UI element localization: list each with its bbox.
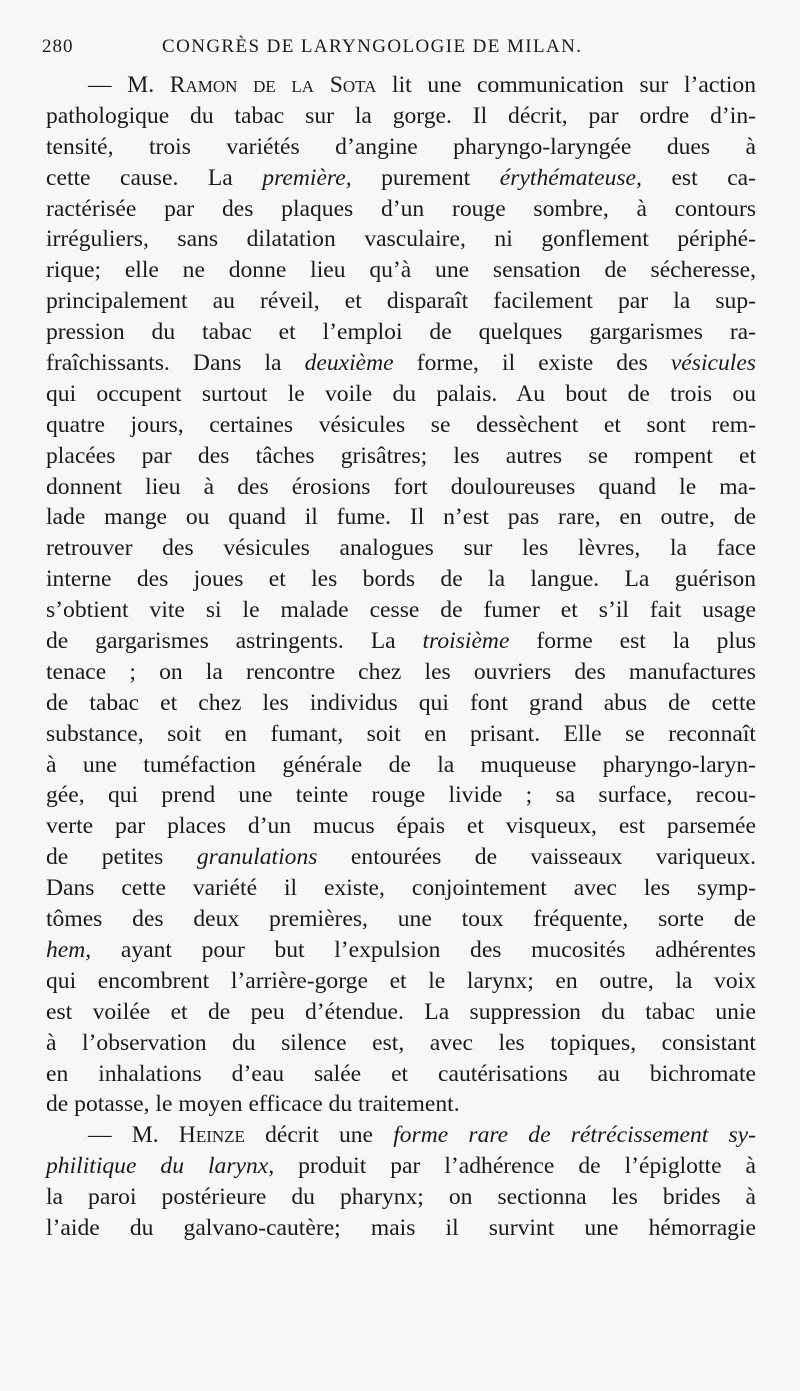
- paragraph: [46, 1120, 756, 1244]
- text-run: de gargarismes astringents. La: [46, 628, 423, 655]
- italic-text: deuxième: [304, 350, 394, 377]
- text-line: [46, 194, 756, 225]
- author-name: Heinze: [178, 1122, 245, 1149]
- text-line: [46, 348, 756, 379]
- text-run: lit une communication sur l’action: [376, 72, 757, 98]
- text-run: lade mange ou quand il fume. Il n’est pas rare, en outre, de: [46, 504, 756, 531]
- text-run: gée, qui prend une teinte rouge livide ; sa surface, recou-: [46, 782, 756, 809]
- body-text: [46, 70, 756, 1244]
- text-run: pression du tabac et l’emploi de quelques gargarismes ra-: [46, 319, 756, 346]
- text-run: qui occupent surtout le voile du palais. Au bout de trois ou: [46, 380, 756, 407]
- text-line: [46, 719, 756, 750]
- text-line: [46, 1151, 756, 1182]
- text-run: ayant pour but l’expulsion des mucosités adhérentes: [91, 936, 756, 963]
- italic-text: granulations: [196, 844, 318, 871]
- italic-text: vésicules: [670, 350, 756, 377]
- running-title: CONGRÈS DE LARYNGOLOGIE DE MILAN.: [162, 36, 583, 57]
- text-run: à l’observation du silence est, avec les topiques, consistant: [46, 1029, 756, 1056]
- italic-text: forme rare de rétrécissement sy-: [393, 1122, 756, 1149]
- text-run: — M.: [88, 1122, 179, 1149]
- text-line: [46, 688, 756, 719]
- text-run: quatre jours, certaines vésicules se dessèchent et sont rem-: [46, 411, 756, 438]
- text-line: [46, 626, 756, 657]
- text-run: fraîchissants. Dans la: [46, 350, 305, 377]
- text-run: tômes des deux premières, une toux fréquente, sorte de: [46, 906, 756, 933]
- text-run: forme, il existe des: [393, 350, 671, 377]
- text-run: à une tuméfaction générale de la muqueuse pharyngo-laryn-: [46, 751, 756, 778]
- text-run: cette cause. La: [46, 164, 263, 191]
- text-run: est ca-: [641, 164, 756, 191]
- italic-text: première,: [262, 164, 352, 191]
- author-name: Ramon de la Sota: [169, 72, 377, 98]
- text-line: [46, 255, 756, 286]
- text-line: [46, 502, 756, 533]
- text-line: [46, 657, 756, 688]
- text-run: produit par l’adhérence de l’épiglotte à: [274, 1153, 757, 1180]
- text-run: l’aide du galvano-cautère; mais il survint une hémorragie: [46, 1214, 756, 1241]
- text-line: [46, 1059, 756, 1090]
- text-run: donnent lieu à des érosions fort douloureuses quand le ma-: [46, 473, 756, 500]
- text-line: [46, 132, 756, 163]
- text-line: [46, 472, 756, 503]
- page-number: 280: [42, 36, 74, 57]
- text-line: [46, 1089, 756, 1120]
- text-run: retrouver des vésicules analogues sur les lèvres, la face: [46, 535, 756, 562]
- text-line: [46, 997, 756, 1028]
- text-run: principalement au réveil, et disparaît facilement par la sup-: [46, 288, 756, 315]
- text-line: [46, 410, 756, 441]
- text-line: [46, 564, 756, 595]
- text-line: [46, 70, 756, 101]
- italic-text: troisième: [422, 628, 510, 655]
- text-line: [46, 811, 756, 842]
- text-run: — M.: [88, 72, 170, 98]
- italic-text: hem,: [46, 936, 92, 963]
- text-run: substance, soit en fumant, soit en prisant. Elle se reconnaît: [46, 720, 756, 747]
- text-run: verte par places d’un mucus épais et visqueux, est parsemée: [46, 813, 756, 840]
- text-run: purement: [351, 164, 500, 191]
- text-run: entourées de vaisseaux variqueux.: [317, 844, 756, 871]
- text-run: décrit une: [244, 1122, 394, 1149]
- italic-text: érythémateuse,: [499, 164, 642, 191]
- text-run: Dans cette variété il existe, conjointement avec les symp-: [46, 875, 756, 902]
- text-run: en inhalations d’eau salée et cautérisations au bichromate: [46, 1060, 756, 1087]
- text-run: s’obtient vite si le malade cesse de fumer et s’il fait usage: [46, 597, 756, 624]
- text-line: [46, 595, 756, 626]
- text-run: forme est la plus: [509, 628, 756, 655]
- text-line: [46, 780, 756, 811]
- text-line: [46, 750, 756, 781]
- text-run: de tabac et chez les individus qui font grand abus de cette: [46, 689, 756, 716]
- text-run: placées par des tâches grisâtres; les autres se rompent et: [46, 442, 756, 469]
- text-run: tensité, trois variétés d’angine pharyngo-laryngée dues à: [46, 133, 756, 160]
- text-line: [46, 286, 756, 317]
- text-run: rique; elle ne donne lieu qu’à une sensation de sécheresse,: [46, 257, 756, 284]
- text-line: [46, 379, 756, 410]
- text-run: pathologique du tabac sur la gorge. Il décrit, par ordre d’in-: [46, 102, 756, 129]
- text-line: [46, 101, 756, 132]
- text-line: [46, 163, 756, 194]
- text-line: [46, 317, 756, 348]
- text-line: [46, 842, 756, 873]
- text-line: [46, 966, 756, 997]
- text-run: tenace ; on la rencontre chez les ouvriers des manufactures: [46, 658, 756, 685]
- page-header: [42, 36, 760, 66]
- text-line: [46, 935, 756, 966]
- text-run: irréguliers, sans dilatation vasculaire, ni gonflement périphé-: [46, 226, 756, 253]
- text-run: est voilée et de peu d’étendue. La suppression du tabac unie: [46, 998, 756, 1025]
- text-line: [46, 1028, 756, 1059]
- paragraph: [46, 70, 756, 1120]
- italic-text: philitique du larynx,: [46, 1153, 275, 1180]
- text-line: [46, 224, 756, 255]
- text-line: [46, 1213, 756, 1244]
- text-line: [46, 533, 756, 564]
- text-run: qui encombrent l’arrière-gorge et le larynx; en outre, la voix: [46, 967, 756, 994]
- text-run: de petites: [46, 844, 197, 871]
- text-line: [46, 904, 756, 935]
- text-line: [46, 873, 756, 904]
- text-line: [46, 1120, 756, 1151]
- text-run: ractérisée par des plaques d’un rouge sombre, à contours: [46, 195, 756, 222]
- text-run: la paroi postérieure du pharynx; on sectionna les brides à: [46, 1184, 756, 1211]
- text-run: de potasse, le moyen efficace du traitement.: [46, 1091, 460, 1118]
- text-run: interne des joues et les bords de la langue. La guérison: [46, 566, 756, 593]
- text-line: [46, 1182, 756, 1213]
- text-line: [46, 441, 756, 472]
